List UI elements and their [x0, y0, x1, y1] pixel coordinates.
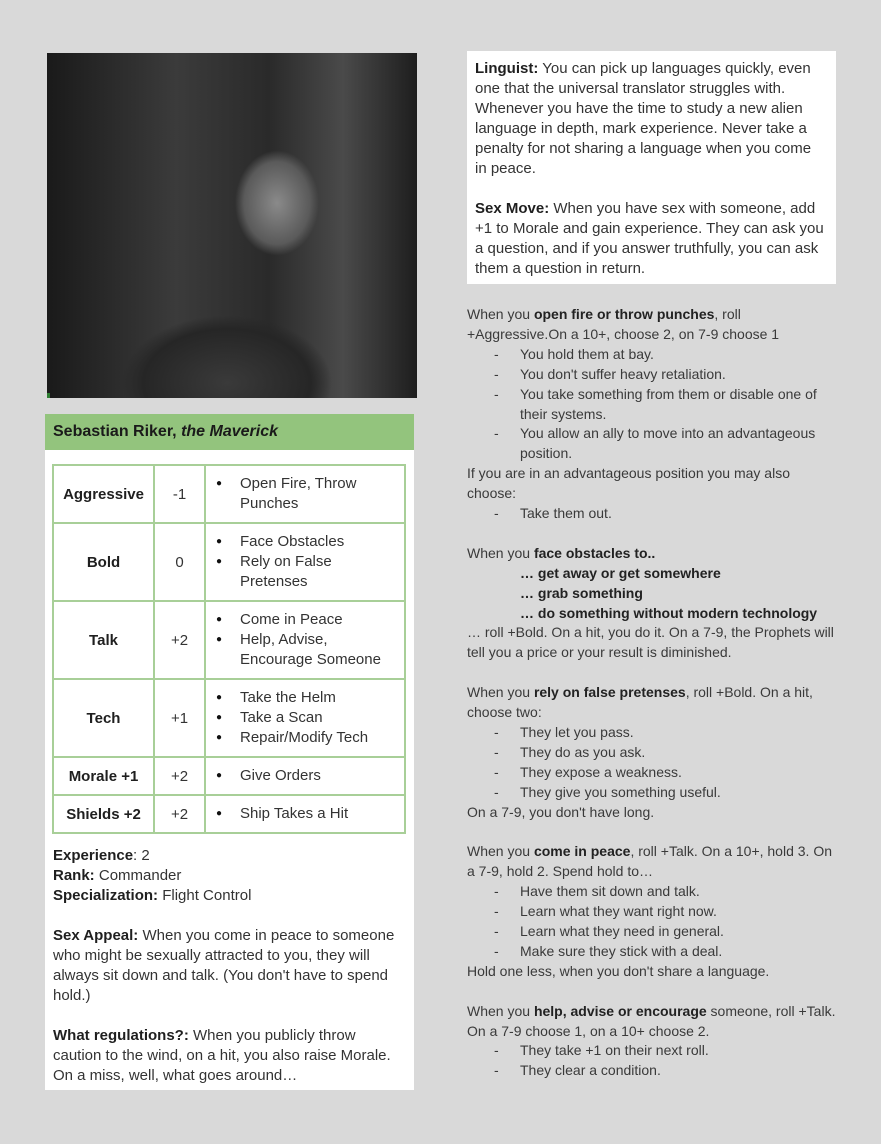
stat-value: +2 — [154, 757, 205, 795]
move-item: ● Repair/Modify Tech — [216, 728, 398, 748]
move-item: ● Take the Helm — [216, 688, 398, 708]
stat-moves — [205, 757, 405, 795]
move-options — [467, 345, 842, 464]
option-item: - Take them out. — [467, 504, 842, 524]
move-post: , roll +Talk. On a 10+, hold 3. On a 7-9, hold 2. Spend hold to… — [467, 843, 832, 880]
stat-value: 0 — [154, 523, 205, 601]
info-block — [53, 846, 403, 906]
move-sub: … do something without modern technology — [520, 604, 818, 621]
option-item: - They take +1 on their next roll. — [467, 1041, 842, 1061]
move-trigger — [467, 842, 842, 882]
move-trigger — [467, 305, 842, 345]
move-item: ● Ship Takes a Hit — [216, 804, 398, 824]
stat-value: +1 — [154, 679, 205, 757]
option-item: - They clear a condition. — [467, 1061, 842, 1081]
move-pre: When you — [467, 306, 534, 322]
move-name: come in peace — [533, 843, 631, 860]
move-come-in-peace — [467, 842, 842, 981]
stat-row — [53, 523, 405, 601]
move-item: ● Give Orders — [216, 766, 398, 786]
move-sub: … get away or get somewhere — [520, 564, 721, 581]
option-item: - Make sure they stick with a deal. — [467, 942, 842, 962]
move-item: ● Take a Scan — [216, 708, 398, 728]
move-options — [467, 504, 842, 524]
character-name: Sebastian Riker, — [53, 423, 177, 440]
move-after: … roll +Bold. On a hit, you do it. On a 7-9, the Prophets will tell you a price or your result is diminished. — [467, 624, 834, 661]
ability-what-regulations — [53, 1026, 403, 1086]
stat-row — [53, 679, 405, 757]
move-after: Hold one less, when you don't share a language. — [467, 962, 770, 979]
ability-linguist — [475, 59, 826, 179]
stat-name: Morale +1 — [53, 757, 154, 795]
stat-row — [53, 757, 405, 795]
move-pre: When you — [467, 684, 534, 701]
move-pre: When you — [467, 843, 534, 860]
move-post: , roll +Aggressive.On a 10+, choose 2, on 7-9 choose 1 — [467, 306, 780, 342]
move-extra: If you are in an advantageous position you may also choose: — [467, 465, 790, 502]
ability-title: Sex Appeal: — [53, 927, 139, 944]
move-name: open fire or throw punches — [533, 306, 715, 322]
move-trigger — [467, 1002, 842, 1042]
rank-value: Commander — [94, 867, 182, 884]
move-item: ● Rely on False Pretenses — [216, 552, 398, 592]
move-trigger — [467, 544, 842, 564]
option-item: - They let you pass. — [467, 723, 842, 743]
move-options — [467, 1041, 842, 1081]
stat-row — [53, 601, 405, 679]
stat-name: Tech — [53, 679, 154, 757]
option-item: - They expose a weakness. — [467, 763, 842, 783]
stat-moves — [205, 795, 405, 833]
move-post: , roll +Bold. On a hit, choose two: — [467, 684, 813, 721]
portrait-photo — [47, 53, 417, 398]
character-card — [45, 414, 414, 1090]
move-item: ● Come in Peace — [216, 610, 398, 630]
stat-moves — [205, 601, 405, 679]
ability-text: When you have sex with someone, add +1 to Morale and gain experience. They can ask you a question, and if you answer truthfully, you can ask them a question in return. — [475, 200, 824, 277]
move-name: rely on false pretenses — [533, 684, 686, 701]
move-after: On a 7-9, you don't have long. — [467, 803, 655, 820]
specialization-value: Flight Control — [158, 887, 252, 904]
stat-value: +2 — [154, 601, 205, 679]
ability-title: What regulations?: — [53, 1027, 189, 1044]
option-item: - You hold them at bay. — [467, 345, 842, 365]
move-sub: … grab something — [520, 584, 643, 601]
ability-text: You can pick up languages quickly, even one that the universal translator struggles with. Whenever you have the time to study a new alien language in depth, mark experience. Never take a penalty for not sharing a language when you come in peace. — [475, 60, 812, 177]
stat-moves — [205, 465, 405, 523]
move-item: ● Help, Advise, Encourage Someone — [216, 630, 398, 670]
abilities-card — [467, 51, 836, 284]
option-item: - You allow an ally to move into an advantageous position. — [467, 424, 842, 464]
stat-value: -1 — [154, 465, 205, 523]
ability-text: When you come in peace to someone who might be sexually attracted to you, they will always sit down and talk. (You don't have to spend hold.) — [53, 927, 395, 1004]
option-item: - Learn what they need in general. — [467, 922, 842, 942]
experience-label: Experience — [53, 847, 134, 864]
stat-name: Aggressive — [53, 465, 154, 523]
character-playbook: the Maverick — [181, 423, 279, 440]
move-help-advise — [467, 1002, 842, 1082]
character-name-bar — [45, 414, 414, 450]
stat-name: Talk — [53, 601, 154, 679]
experience-value: : 2 — [133, 847, 150, 864]
move-pre: When you — [467, 544, 534, 561]
stat-moves — [205, 523, 405, 601]
stats-table — [52, 464, 406, 834]
option-item: - You don't suffer heavy retaliation. — [467, 365, 842, 385]
move-face-obstacles — [467, 544, 842, 663]
move-name: face obstacles to.. — [533, 544, 656, 561]
image-handle — [47, 393, 50, 398]
move-item: ● Open Fire, Throw Punches — [216, 474, 398, 514]
stat-row — [53, 795, 405, 833]
stat-row — [53, 465, 405, 523]
move-false-pretenses — [467, 683, 842, 822]
ability-sex-move — [475, 199, 826, 279]
option-item: - They do as you ask. — [467, 743, 842, 763]
move-name: help, advise or encourage — [533, 1002, 707, 1019]
ability-text: When you publicly throw caution to the wind, on a hit, you also raise Morale. On a miss, well, what goes around… — [53, 1027, 391, 1084]
move-open-fire — [467, 305, 842, 524]
option-item: - Have them sit down and talk. — [467, 882, 842, 902]
move-options — [467, 723, 842, 803]
move-item: ● Face Obstacles — [216, 532, 398, 552]
move-trigger — [467, 683, 842, 723]
ability-title: Linguist: — [475, 60, 539, 77]
stat-name: Bold — [53, 523, 154, 601]
stat-value: +2 — [154, 795, 205, 833]
ability-title: Sex Move: — [475, 200, 550, 217]
stat-moves — [205, 679, 405, 757]
ability-sex-appeal — [53, 926, 403, 1006]
move-options — [467, 882, 842, 962]
option-item: - They give you something useful. — [467, 783, 842, 803]
rank-label: Rank: — [53, 867, 95, 884]
option-item: - You take something from them or disable one of their systems. — [467, 385, 842, 425]
stat-name: Shields +2 — [53, 795, 154, 833]
option-item: - Learn what they want right now. — [467, 902, 842, 922]
move-pre: When you — [467, 1002, 534, 1019]
character-details — [53, 846, 403, 1106]
specialization-label: Specialization: — [53, 887, 159, 904]
move-post: someone, roll +Talk. On a 7-9 choose 1, on a 10+ choose 2. — [467, 1002, 836, 1039]
moves-column — [467, 305, 842, 1101]
